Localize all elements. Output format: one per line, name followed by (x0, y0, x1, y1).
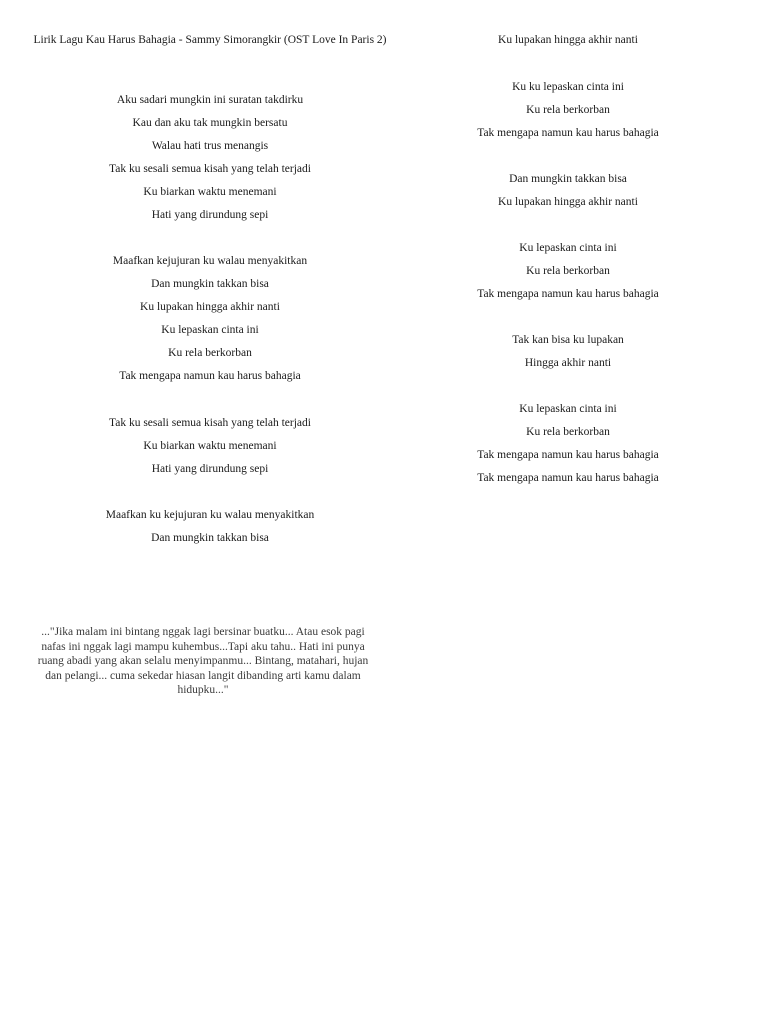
lyric-line: Ku lepaskan cinta ini (161, 324, 259, 336)
lyric-line: Tak ku sesali semua kisah yang telah terjadi (109, 417, 311, 429)
lyric-line: Ku rela berkorban (526, 104, 610, 116)
lyric-line: Ku lepaskan cinta ini (519, 403, 617, 415)
lyric-line: Dan mungkin takkan bisa (151, 532, 269, 544)
lyric-line: Ku rela berkorban (526, 426, 610, 438)
lyric-line: Ku lupakan hingga akhir nanti (498, 196, 638, 208)
quote-paragraph: ..."Jika malam ini bintang nggak lagi bersinar buatku... Atau esok pagi nafas ini nggak lagi mampu kuhembus...Tapi aku tahu.. Hati ini punya ruang abadi yang akan selalu menyimpanmu... Bintang, matahari, hujan dan pelangi... cuma sekedar hiasan langit dibanding arti kamu dalam hidupku..." (37, 626, 369, 696)
lyric-line: Dan mungkin takkan bisa (509, 173, 627, 185)
lyric-line: Tak kan bisa ku lupakan (512, 334, 624, 346)
lyric-line: Ku lupakan hingga akhir nanti (498, 34, 638, 46)
lyric-line: Dan mungkin takkan bisa (151, 278, 269, 290)
lyric-line: Aku sadari mungkin ini suratan takdirku (116, 94, 304, 106)
lyric-line: Ku biarkan waktu menemani (143, 186, 277, 198)
lyric-line: Ku lupakan hingga akhir nanti (140, 301, 280, 313)
lyric-line: Ku rela berkorban (526, 265, 610, 277)
lyric-line: Hati yang dirundung sepi (151, 209, 269, 221)
lyric-line: Tak mengapa namun kau harus bahagia (477, 288, 659, 300)
lyric-line: Walau hati trus menangis (151, 140, 269, 152)
lyric-line: Tak mengapa namun kau harus bahagia (477, 127, 659, 139)
lyric-line: Kau dan aku tak mungkin bersatu (132, 117, 288, 129)
lyric-line: Tak ku sesali semua kisah yang telah terjadi (109, 163, 311, 175)
lyric-line: Hingga akhir nanti (524, 357, 612, 369)
lyric-line: Maafkan kejujuran ku walau menyakitkan (112, 255, 308, 267)
lyric-line: Tak mengapa namun kau harus bahagia (119, 370, 301, 382)
lyric-line: Hati yang dirundung sepi (151, 463, 269, 475)
lyric-line: Ku lepaskan cinta ini (519, 242, 617, 254)
lyric-line: Tak mengapa namun kau harus bahagia (477, 472, 659, 484)
lyric-line: Tak mengapa namun kau harus bahagia (477, 449, 659, 461)
lyric-line: Maafkan ku kejujuran ku walau menyakitkan (105, 509, 315, 521)
lyric-line: Ku ku lepaskan cinta ini (512, 81, 624, 93)
lyric-line: Ku rela berkorban (168, 347, 252, 359)
song-title: Lirik Lagu Kau Harus Bahagia - Sammy Simorangkir (OST Love In Paris 2) (33, 34, 387, 46)
lyric-line: Ku biarkan waktu menemani (143, 440, 277, 452)
